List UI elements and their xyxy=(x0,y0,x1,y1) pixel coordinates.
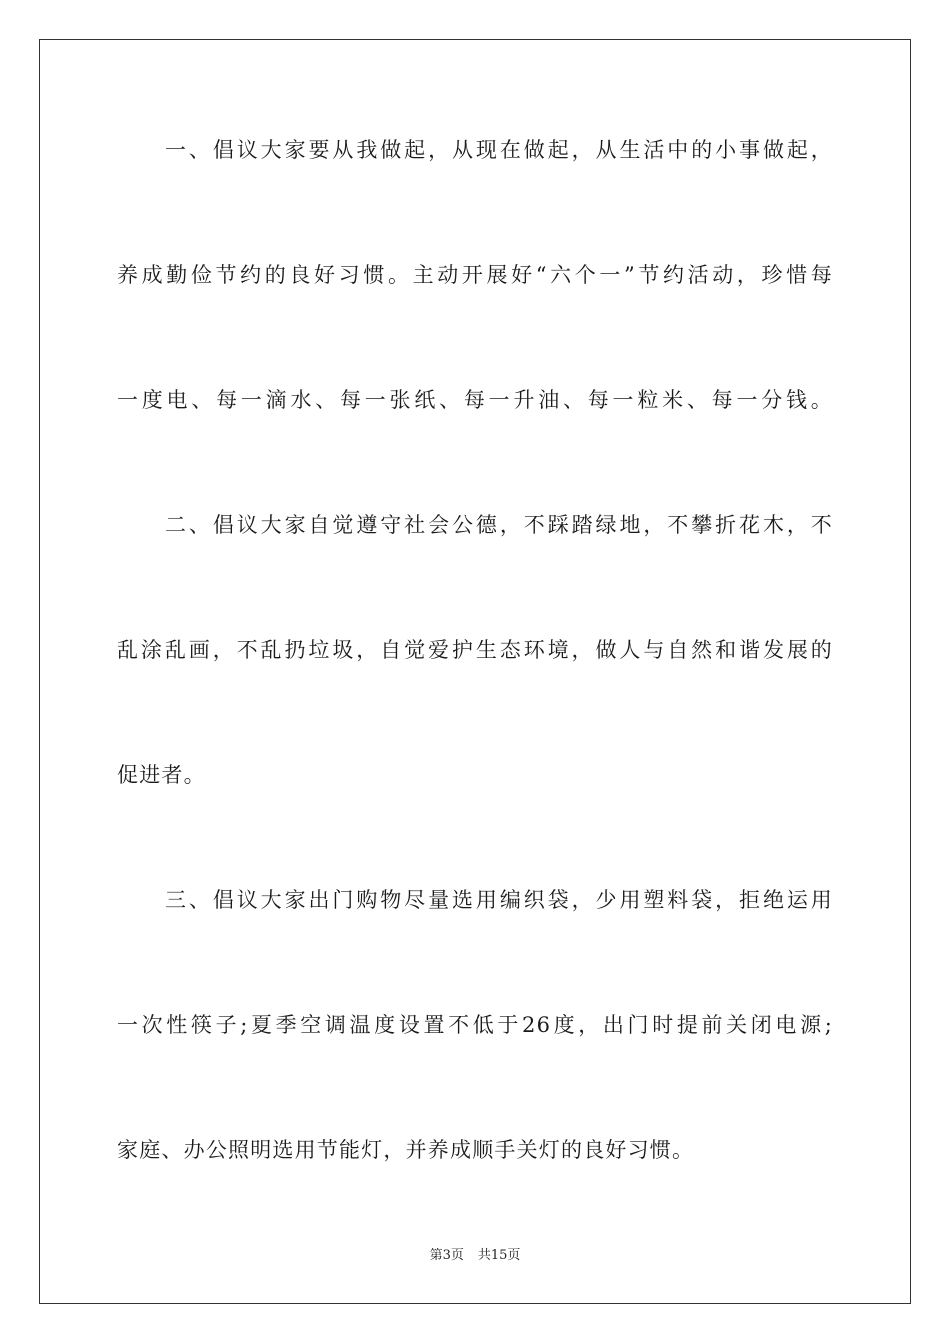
paragraph-3-line-3: 家庭、办公照明选用节能灯，并养成顺手关灯的良好习惯。 xyxy=(117,1138,695,1162)
page-total: 共15页 xyxy=(477,1248,521,1263)
paragraph-3-line-2: 一次性筷子;夏季空调温度设置不低于26度，出门时提前关闭电源; xyxy=(117,1013,833,1037)
paragraph-3-line-1: 三、倡议大家出门购物尽量选用编织袋，少用塑料袋，拒绝运用 xyxy=(165,888,833,912)
paragraph-2-line-2: 乱涂乱画，不乱扔垃圾，自觉爱护生态环境，做人与自然和谐发展的 xyxy=(117,638,833,662)
paragraph-1-line-2: 养成勤俭节约的良好习惯。主动开展好“六个一”节约活动，珍惜每 xyxy=(117,263,833,287)
page-border xyxy=(39,39,911,1304)
paragraph-2-line-1: 二、倡议大家自觉遵守社会公德，不踩踏绿地，不攀折花木，不 xyxy=(165,513,833,537)
paragraph-2-line-3: 促进者。 xyxy=(117,763,206,787)
page-number: 第3页 xyxy=(429,1248,464,1263)
paragraph-1-line-3: 一度电、每一滴水、每一张纸、每一升油、每一粒米、每一分钱。 xyxy=(117,388,833,412)
paragraph-1-line-1: 一、倡议大家要从我做起，从现在做起，从生活中的小事做起， xyxy=(165,138,833,162)
page-footer xyxy=(0,1248,950,1264)
